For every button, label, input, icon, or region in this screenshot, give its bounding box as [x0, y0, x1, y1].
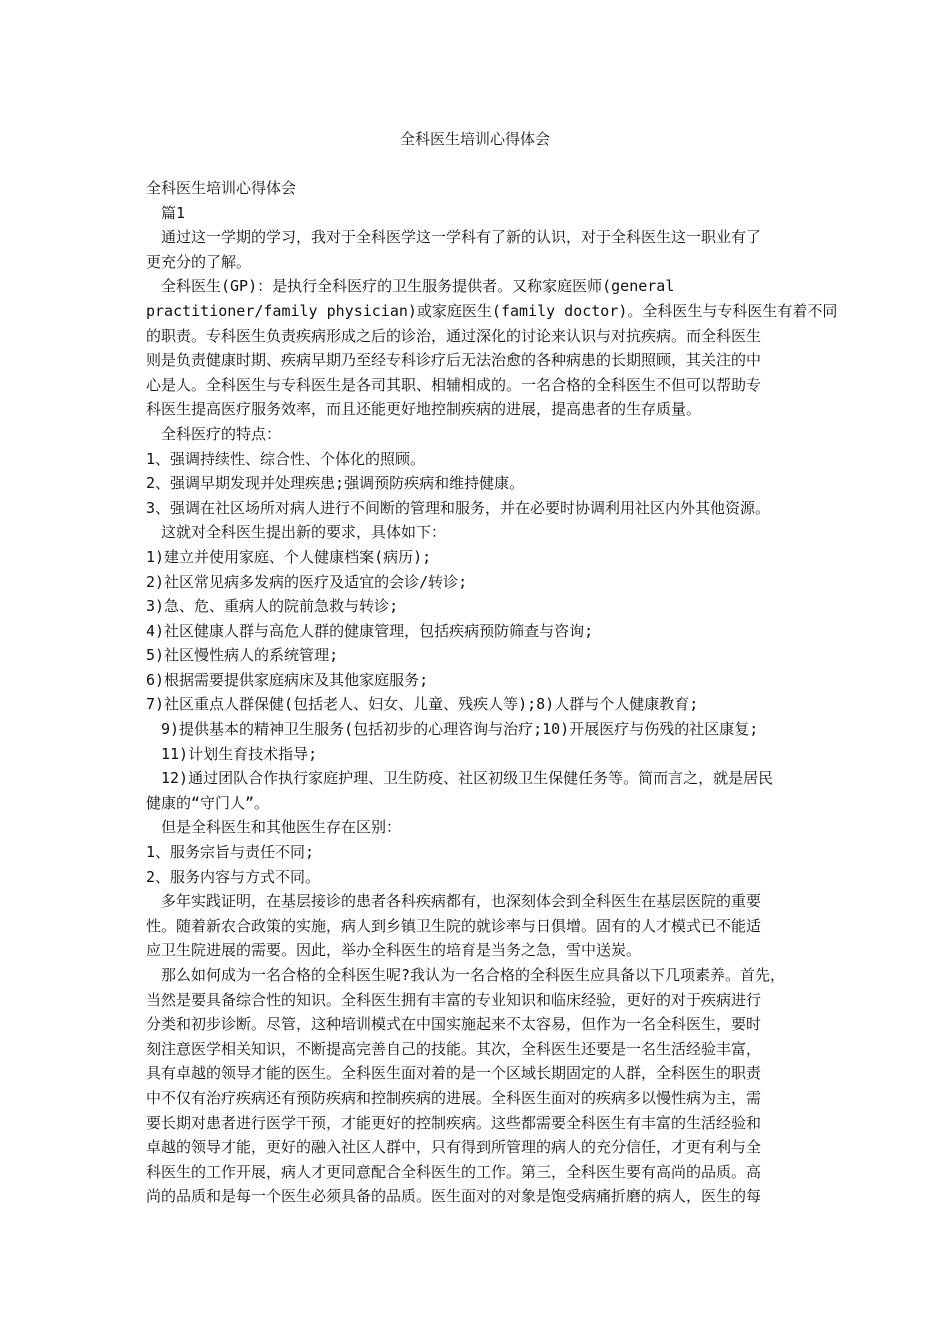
text-line: 要长期对患者进行医学干预，才能更好的控制疾病。这些都需要全科医生有丰富的生活经验和	[146, 1113, 762, 1132]
text-line: 尚的品质和是每一个医生必须具备的品质。医生面对的对象是饱受病痛折磨的病人，医生的每	[146, 1187, 762, 1206]
list-item: 11)计划生育技术指导;	[161, 744, 318, 763]
list-item: 7)社区重点人群保健(包括老人、妇女、儿童、残疾人等);8)人群与个人健康教育;	[146, 695, 699, 714]
list-item: 1)建立并使用家庭、个人健康档案(病历);	[146, 547, 432, 566]
text-line: 健康的“守门人”。	[146, 793, 270, 812]
list-item: 5)社区慢性病人的系统管理;	[146, 646, 339, 665]
text-line: 全科医生(GP)：是执行全科医疗的卫生服务提供者。又称家庭医师(general	[161, 277, 675, 296]
list-item: 4)社区健康人群与高危人群的健康管理，包括疾病预防筛查与咨询;	[146, 621, 594, 640]
text-line: 全科医疗的特点：	[161, 424, 282, 443]
text-line: 科医生的工作开展，病人才更同意配合全科医生的工作。第三，全科医生要有高尚的品质。高	[146, 1162, 762, 1181]
list-item: 3、强调在社区场所对病人进行不间断的管理和服务，并在必要时协调利用社区内外其他资源。	[146, 498, 771, 517]
text-line: 多年实践证明，在基层接诊的患者各科疾病都有，也深刻体会到全科医生在基层医院的重要	[161, 892, 762, 911]
text-line: 分类和初步诊断。尽管，这种培训模式在中国实施起来不太容易，但作为一名全科医生，要时	[146, 1015, 762, 1034]
list-item: 1、强调持续性、综合性、个体化的照顾。	[146, 449, 426, 468]
text-line: 当然是要具备综合性的知识。全科医生拥有丰富的专业知识和临床经验，更好的对于疾病进行	[146, 990, 762, 1009]
text-line: 则是负责健康时期、疾病早期乃至经专科诊疗后无法治愈的各种病患的长期照顾，其关注的中	[146, 351, 762, 370]
list-item: 12)通过团队合作执行家庭护理、卫生防疫、社区初级卫生保健任务等。简而言之，就是居民	[161, 769, 774, 788]
text-line: practitioner/family physician)或家庭医生(family doctor)。全科医生与专科医生有着不同	[146, 301, 838, 320]
text-line: 性。随着新农合政策的实施，病人到乡镇卫生院的就诊率与日俱增。固有的人才模式已不能适	[146, 916, 762, 935]
text-line: 具有卓越的领导才能的医生。全科医生面对着的是一个区域长期固定的人群，全科医生的职责	[146, 1064, 762, 1083]
list-item: 2、服务内容与方式不同。	[146, 867, 321, 886]
text-line: 的职责。专科医生负责疾病形成之后的诊治，通过深化的讨论来认识与对抗疾病。而全科医生	[146, 326, 762, 345]
list-item: 9)提供基本的精神卫生服务(包括初步的心理咨询与治疗;10)开展医疗与伤残的社区康复;	[161, 720, 759, 739]
text-line: 刻注意医学相关知识，不断提高完善自己的技能。其次，全科医生还要是一名生活经验丰富，	[146, 1039, 762, 1058]
section-label: 篇1	[161, 203, 186, 222]
text-line: 更充分的了解。	[146, 252, 252, 271]
text-line: 但是全科医生和其他医生存在区别：	[161, 818, 402, 837]
text-line: 中不仅有治疗疾病还有预防疾病和控制疾病的进展。全科医生面对的疾病多以慢性病为主，需	[146, 1088, 762, 1107]
text-line: 科医生提高医疗服务效率，而且还能更好地控制疾病的进展，提高患者的生存质量。	[146, 400, 702, 419]
list-item: 2、强调早期发现并处理疾患;强调预防疾病和维持健康。	[146, 474, 525, 493]
list-item: 3)急、危、重病人的院前急救与转诊;	[146, 597, 399, 616]
list-item: 1、服务宗旨与责任不同;	[146, 843, 315, 862]
list-item: 6)根据需要提供家庭病床及其他家庭服务;	[146, 670, 429, 689]
text-line: 那么如何成为一名合格的全科医生呢?我认为一名合格的全科医生应具备以下几项素养。首先，	[161, 966, 786, 984]
document-title: 全科医生培训心得体会	[399, 130, 550, 148]
text-line: 应卫生院进展的需要。因此，举办全科医生的培育是当务之急，雪中送炭。	[146, 941, 642, 960]
text-line: 心是人。全科医生与专科医生是各司其职、相辅相成的。一名合格的全科医生不但可以帮助专	[146, 375, 762, 394]
document-heading: 全科医生培训心得体会	[146, 179, 297, 197]
list-item: 2)社区常见病多发病的医疗及适宜的会诊/转诊;	[146, 572, 468, 591]
document-body	[146, 176, 838, 1209]
text-line: 这就对全科医生提出新的要求，具体如下：	[161, 523, 447, 542]
text-line: 卓越的领导才能，更好的融入社区人群中，只有得到所管理的病人的充分信任，才更有利与全	[146, 1138, 762, 1157]
text-line: 通过这一学期的学习，我对于全科医学这一学科有了新的认识，对于全科医生这一职业有了	[161, 228, 762, 247]
